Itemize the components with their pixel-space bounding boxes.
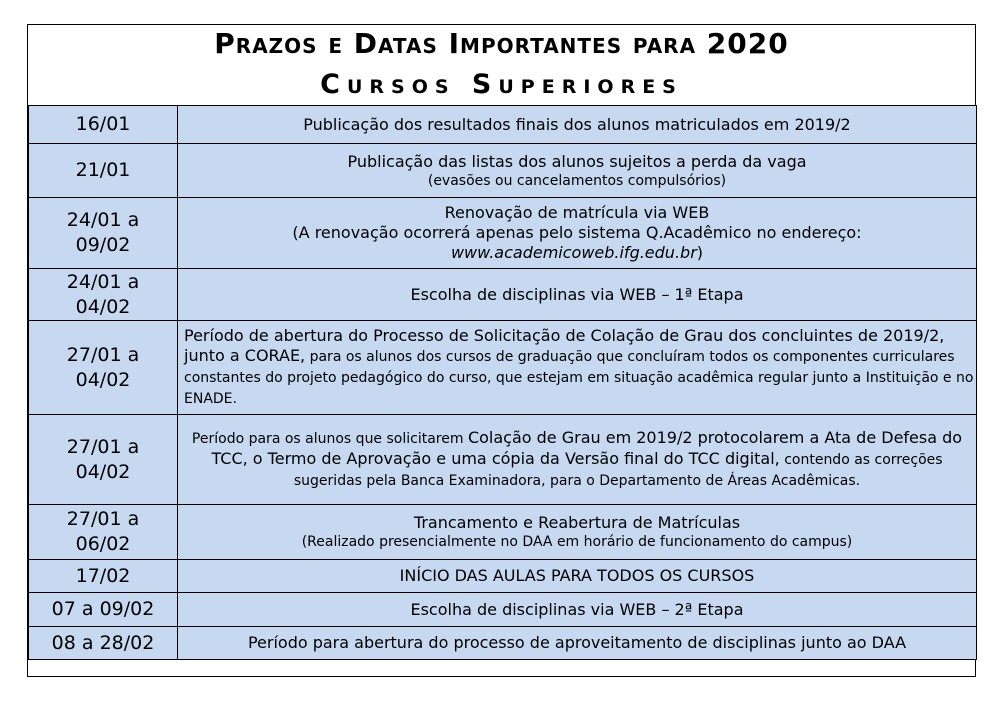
calendar-frame	[27, 24, 976, 677]
date-end: 04/02	[75, 295, 131, 318]
table-row	[29, 415, 977, 505]
date-end: 04/02	[75, 368, 131, 391]
description-highlight: Período de abertura do Processo de Solicitação de Colação de Grau dos concluintes de 2019/2, junto a CORAE,	[184, 326, 945, 365]
description-cell	[178, 505, 977, 560]
date-start: 24/01 a	[66, 270, 140, 293]
description-text: Renovação de matrícula via WEB	[444, 203, 710, 222]
description-cell	[178, 269, 977, 321]
date-start: 27/01 a	[66, 508, 140, 530]
date-cell	[29, 198, 178, 269]
description-text: Escolha de disciplinas via WEB – 1ª Etapa	[410, 284, 744, 304]
table-row	[29, 321, 977, 415]
date-start: 24/01 a	[66, 209, 140, 231]
date-cell	[29, 321, 178, 415]
description-highlight: Colação de Grau em 2019/2 protocolarem a Ata de Defesa do TCC, o Termo de Aprovação e uma cópia da Versão final do TCC digital,	[211, 428, 963, 468]
description-text: INÍCIO DAS AULAS PARA TODOS OS CURSOS	[399, 566, 755, 585]
description-text: Escolha de disciplinas via WEB – 2ª Etapa	[410, 599, 744, 619]
date-cell	[29, 627, 178, 660]
date-cell	[29, 415, 178, 505]
description-note: (Realizado presencialmente no DAA em horário de funcionamento do campus)	[301, 534, 853, 550]
table-row	[29, 198, 977, 269]
academic-web-link[interactable]: www.academicoweb.ifg.edu.br	[450, 243, 697, 262]
closing-paren: )	[696, 243, 704, 262]
description-intro: Período para os alunos que solicitarem	[191, 431, 468, 447]
date-text: 17/02	[75, 564, 131, 587]
table-row	[29, 144, 977, 198]
date-cell	[29, 269, 178, 321]
date-cell	[29, 593, 178, 627]
description-cell	[178, 321, 977, 415]
description-cell	[178, 106, 977, 144]
description-cell	[178, 198, 977, 269]
table-row	[29, 627, 977, 660]
schedule-table	[28, 105, 977, 660]
table-row	[29, 106, 977, 144]
page-title: Prazos e Datas Importantes para 2020	[214, 27, 789, 60]
date-text: 07 a 09/02	[51, 598, 155, 620]
description-text: Publicação dos resultados finais dos alunos matriculados em 2019/2	[303, 114, 851, 134]
date-end: 09/02	[75, 234, 131, 256]
description-cell	[178, 627, 977, 660]
description-detail: para os alunos dos cursos de graduação que concluíram todos os componentes curriculares constantes do projeto pedagógico do curso, que estejam em situação acadêmica regular junto a Instituição e no ENADE.	[184, 349, 974, 407]
date-end: 06/02	[75, 533, 131, 555]
description-note: (evasões ou cancelamentos compulsórios)	[427, 172, 727, 189]
date-text: 21/01	[75, 159, 131, 181]
description-text: Trancamento e Reabertura de Matrículas	[413, 513, 741, 532]
table-row	[29, 560, 977, 593]
date-cell	[29, 106, 178, 144]
date-cell	[29, 560, 178, 593]
date-end: 04/02	[75, 460, 131, 483]
date-start: 27/01 a	[66, 435, 140, 458]
description-text: Publicação das listas dos alunos sujeitos a perda da vaga	[347, 151, 807, 171]
description-detail: (A renovação ocorrerá apenas pelo sistema Q.Acadêmico no endereço:	[292, 223, 862, 242]
page-subtitle: Cursos Superiores	[320, 69, 683, 100]
description-cell	[178, 593, 977, 627]
description-detail: contendo as correções sugeridas pela Banca Examinadora, para o Departamento de Áreas Acadêmicas.	[293, 452, 943, 489]
description-text: Período para abertura do processo de aproveitamento de disciplinas junto ao DAA	[247, 633, 907, 652]
table-row	[29, 269, 977, 321]
date-cell	[29, 505, 178, 560]
description-cell	[178, 415, 977, 505]
description-cell	[178, 144, 977, 198]
table-row	[29, 505, 977, 560]
date-text: 08 a 28/02	[51, 631, 155, 654]
date-cell	[29, 144, 178, 198]
date-text: 16/01	[75, 113, 131, 135]
description-cell	[178, 560, 977, 593]
date-start: 27/01 a	[66, 343, 140, 366]
table-row	[29, 593, 977, 627]
